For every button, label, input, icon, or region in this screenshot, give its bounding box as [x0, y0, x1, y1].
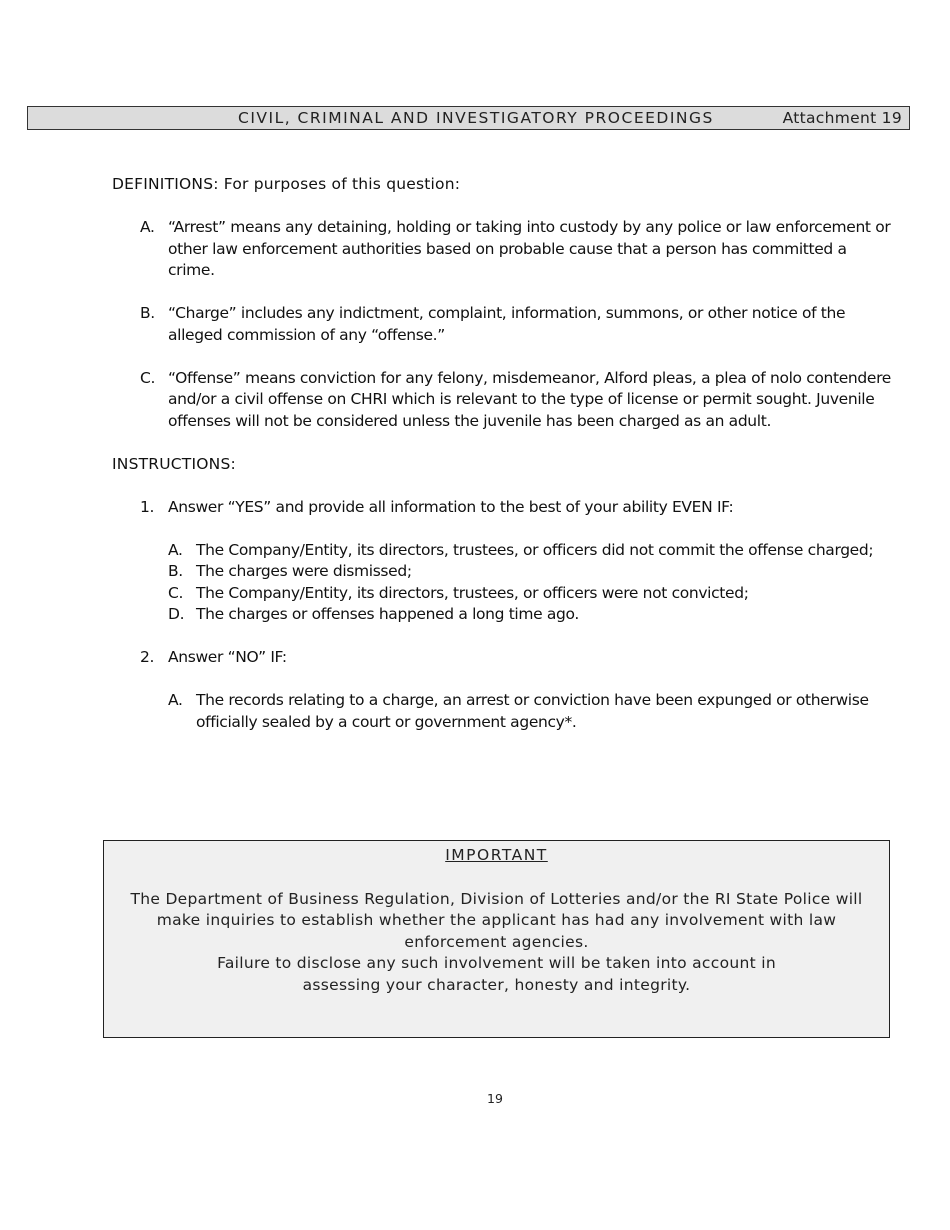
list-marker: C. — [140, 368, 156, 387]
list-item — [168, 561, 892, 583]
yes-conditions-list — [168, 540, 892, 626]
list-marker: A. — [140, 218, 155, 236]
list-marker: B. — [168, 562, 183, 580]
page-number: 19 — [487, 1091, 503, 1106]
list-marker: D. — [168, 605, 185, 623]
important-body — [104, 889, 889, 997]
list-marker: C. — [168, 583, 184, 602]
list-item — [168, 604, 892, 626]
no-conditions-list — [168, 690, 892, 733]
list-item-text: The charges or offenses happened a long time ago. — [196, 605, 579, 623]
list-marker: A. — [168, 691, 183, 709]
important-line: The Department of Business Regulation, Division of Lotteries and/or the RI State Police will make inquiries to establish whether the applicant has had any involvement with law enforcement agencies. — [130, 889, 863, 951]
definition-text: “Offense” means conviction for any felony, misdemeanor, Alford pleas, a plea of nolo contendere and/or a civil offense on CHRI which is relevant to the type of license or permit sought. Juvenile offenses will not be considered unless the juvenile has been charged as an adult. — [168, 368, 891, 430]
document-body — [112, 174, 892, 733]
instruction-text: Answer “YES” and provide all information to the best of your ability EVEN IF: — [168, 497, 734, 516]
list-item — [168, 583, 892, 605]
list-item — [168, 540, 892, 562]
list-item-text: The Company/Entity, its directors, trustees, or officers were not convicted; — [196, 583, 749, 602]
definition-text: “Arrest” means any detaining, holding or taking into custody by any police or law enforcement or other law enforcement authorities based on probable cause that a person has committed a crime. — [168, 218, 891, 279]
definition-item — [140, 303, 892, 346]
instruction-item — [140, 647, 892, 669]
section-title: CIVIL, CRIMINAL AND INVESTIGATORY PROCEEDINGS — [238, 109, 714, 127]
list-marker: 1. — [140, 497, 155, 516]
page-header — [27, 106, 910, 130]
list-item-text: The records relating to a charge, an arrest or conviction have been expunged or otherwise officially sealed by a court or government agency*. — [196, 691, 869, 731]
definition-item — [140, 217, 892, 282]
important-title: IMPORTANT — [445, 846, 548, 864]
list-marker: A. — [168, 540, 183, 559]
instructions-heading: INSTRUCTIONS: — [112, 454, 236, 473]
instruction-item — [140, 497, 892, 519]
attachment-label: Attachment 19 — [782, 109, 902, 127]
definitions-heading: DEFINITIONS: For purposes of this question: — [112, 175, 461, 193]
list-item-text: The charges were dismissed; — [196, 562, 412, 580]
important-notice — [103, 840, 890, 1038]
list-item — [168, 690, 892, 733]
important-line: Failure to disclose any such involvement will be taken into account in assessing your character, honesty and integrity. — [217, 954, 776, 994]
definition-text: “Charge” includes any indictment, complaint, information, summons, or other notice of the alleged commission of any “offense.” — [168, 304, 846, 344]
list-marker: 2. — [140, 648, 155, 666]
instruction-text: Answer “NO” IF: — [168, 648, 287, 666]
list-marker: B. — [140, 304, 155, 322]
list-item-text: The Company/Entity, its directors, trustees, or officers did not commit the offense charged; — [196, 540, 874, 559]
definition-item — [140, 368, 892, 433]
